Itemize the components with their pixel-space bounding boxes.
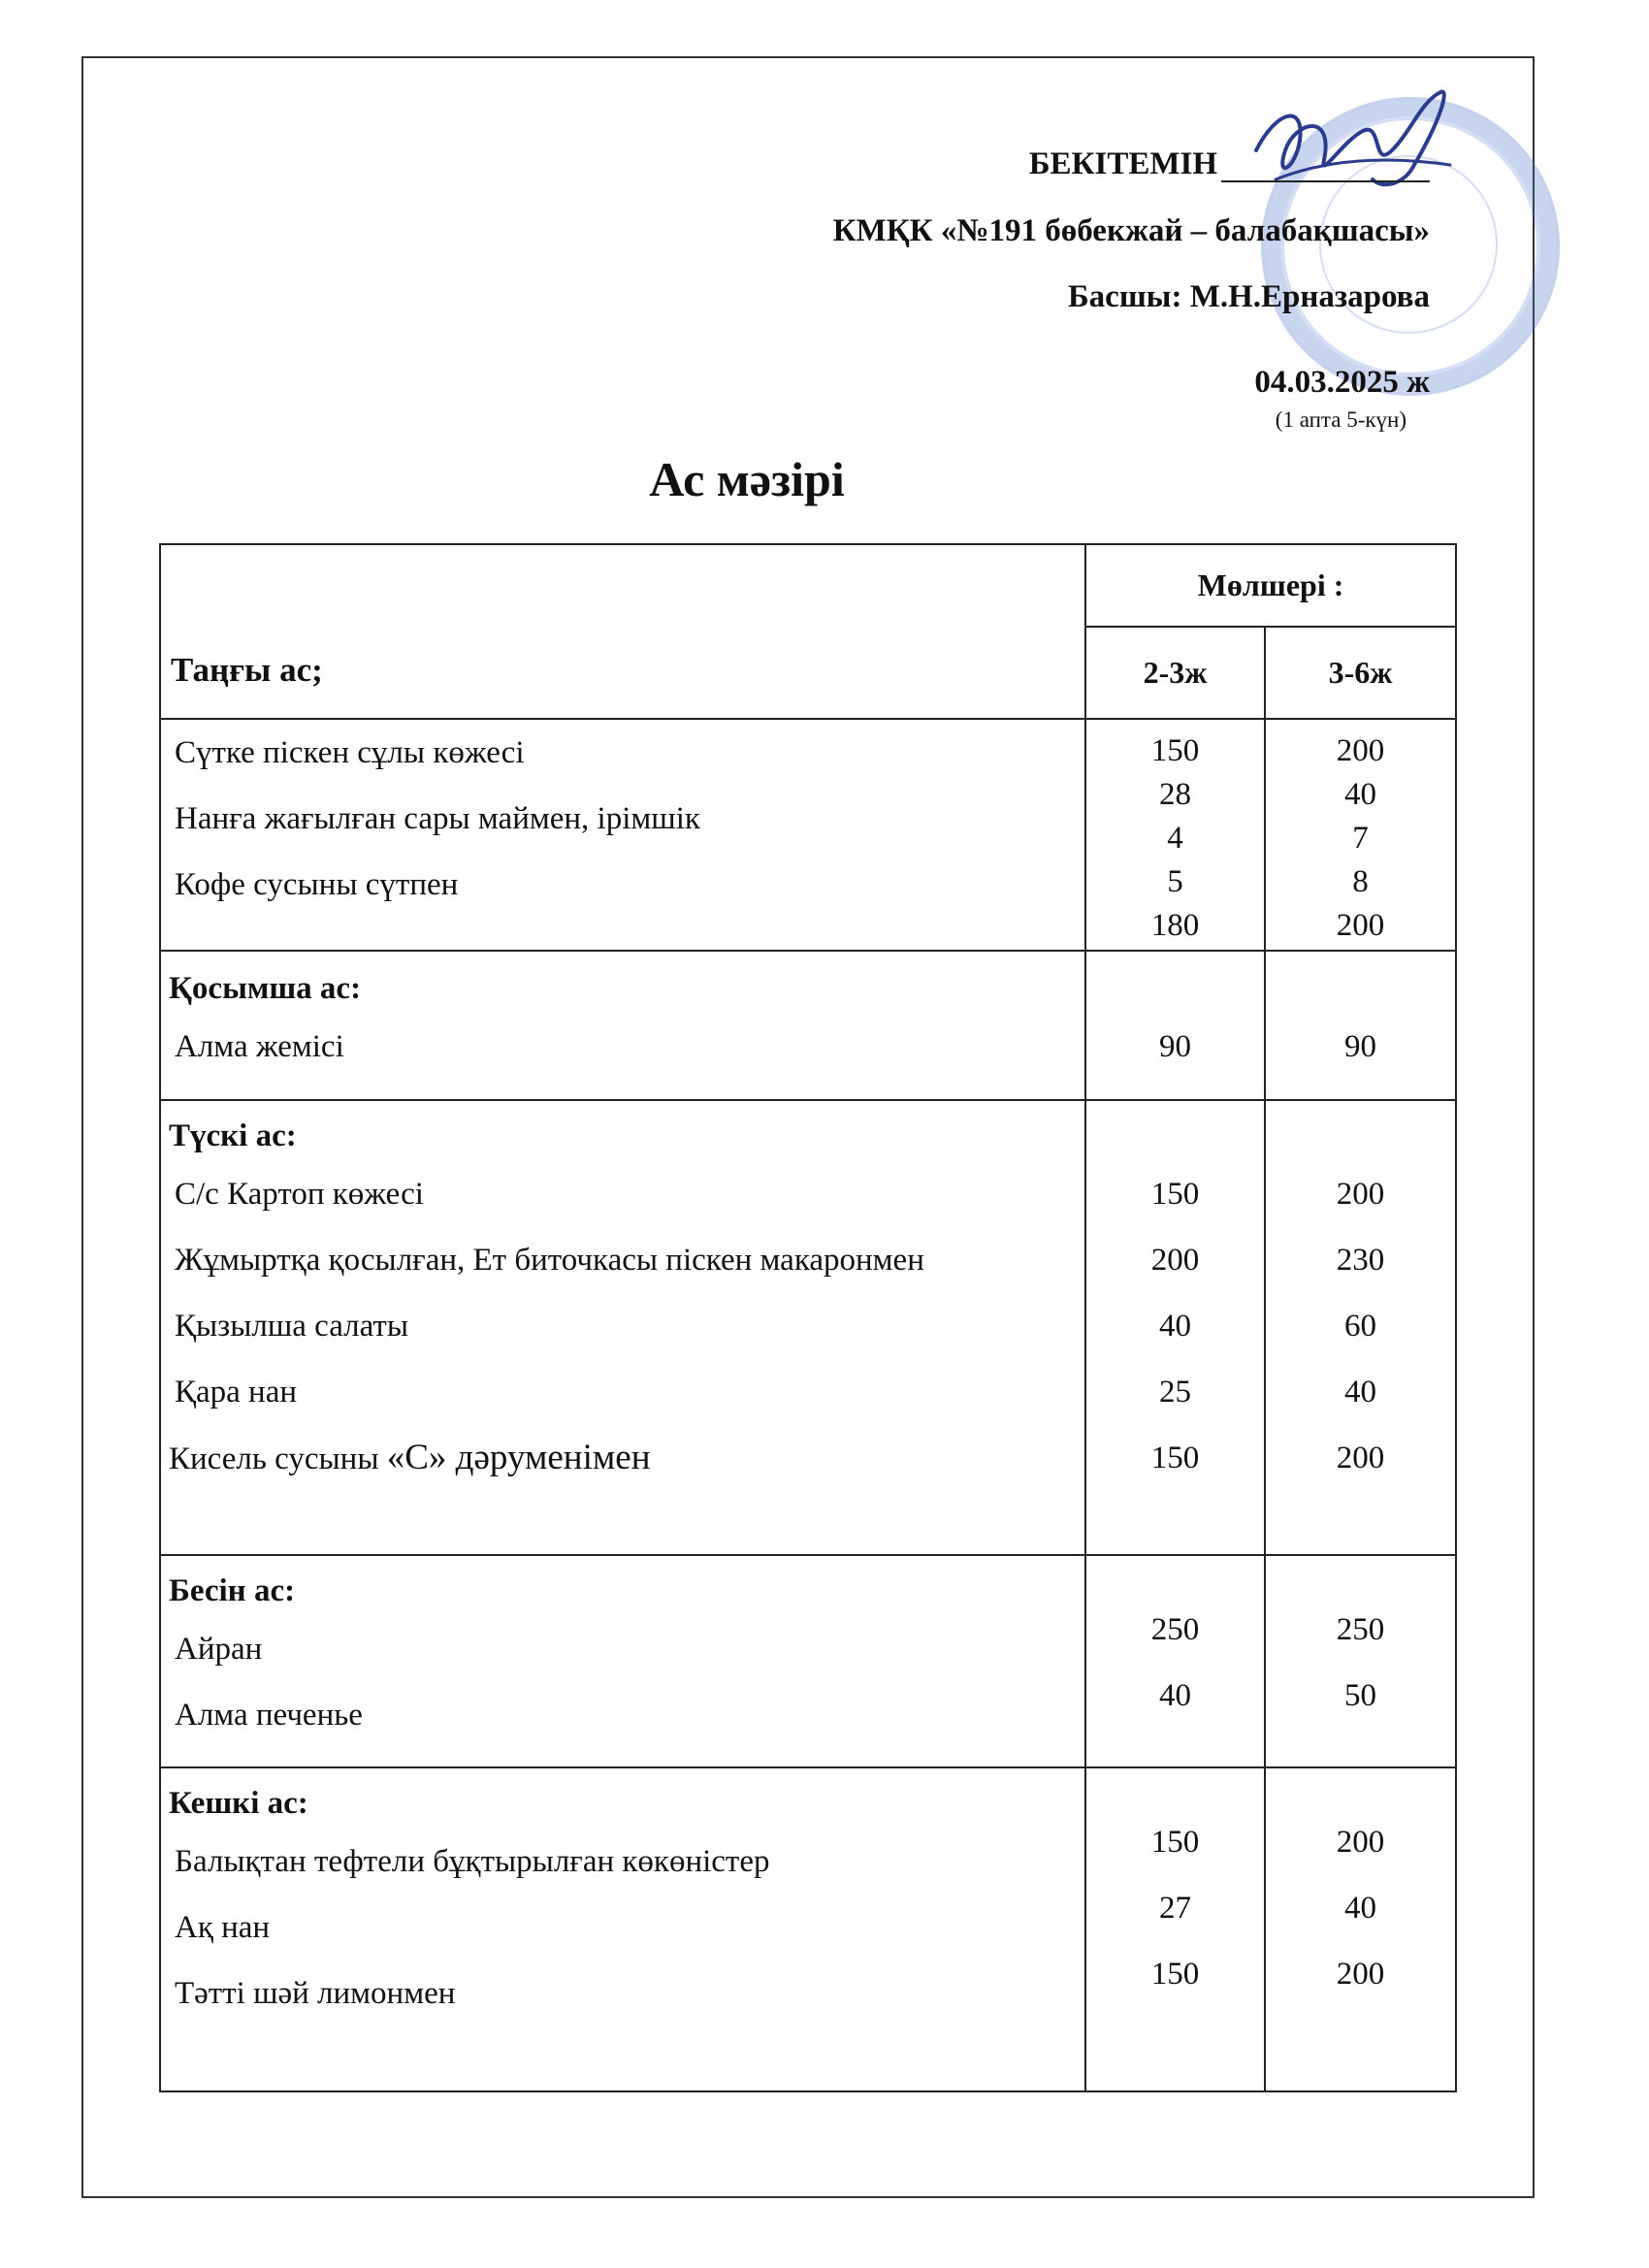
afternoon-items [160, 1555, 1085, 1767]
value: 250 [1336, 1612, 1385, 1647]
value: 5 [1167, 864, 1183, 899]
head-name: Басшы: М.Н.Ерназарова [1067, 279, 1430, 314]
breakfast-header: Таңғы ас; [160, 544, 1085, 719]
table-row-breakfast [160, 719, 1456, 951]
dinner-values-2-3 [1085, 1767, 1265, 2091]
list-item [161, 1425, 1084, 1492]
signature-line [1221, 146, 1430, 182]
value: 27 [1159, 1891, 1191, 1926]
value: 200 [1336, 1957, 1385, 1992]
value: 200 [1150, 1243, 1200, 1278]
list-item: Нанға жағылған сары маймен, ірімшік [175, 801, 700, 836]
age-header-2-3: 2-3ж [1085, 627, 1265, 719]
menu-table [159, 543, 1457, 2092]
afternoon-values-2-3 [1085, 1555, 1265, 1767]
list-item: Тәтті шәй лимонмен [175, 1976, 456, 2011]
list-item-text: Кисель сусыны [169, 1442, 387, 1476]
afternoon-values-3-6 [1265, 1555, 1456, 1767]
value: 200 [1336, 1441, 1385, 1475]
value: 40 [1344, 1375, 1376, 1409]
age-header-3-6: 3-6ж [1265, 627, 1456, 719]
lunch-values-3-6 [1265, 1100, 1456, 1555]
list-item: Алма жемісі [175, 1029, 344, 1064]
list-item: Алма печенье [175, 1698, 363, 1733]
value: 40 [1159, 1309, 1191, 1344]
list-item: Айран [175, 1632, 263, 1667]
list-item: Кофе сусыны сүтпен [175, 867, 459, 902]
value: 50 [1344, 1678, 1376, 1713]
lunch-items [160, 1100, 1085, 1555]
dinner-values-3-6 [1265, 1767, 1456, 2091]
page-title: Ас мәзірі [649, 452, 845, 506]
value: 28 [1159, 777, 1191, 812]
value: 7 [1352, 821, 1369, 856]
value: 150 [1150, 1441, 1200, 1475]
list-item: С/с Картоп көжесі [175, 1177, 424, 1212]
approval-line [1029, 146, 1430, 182]
amount-header: Мөлшері : [1085, 544, 1456, 627]
list-item: Жұмыртқа қосылған, Ет биточкасы піскен макаронмен [175, 1243, 924, 1278]
table-row-lunch [160, 1100, 1456, 1555]
value: 230 [1336, 1243, 1385, 1278]
snack-items [160, 951, 1085, 1100]
value: 40 [1159, 1678, 1191, 1713]
value: 200 [1336, 1177, 1385, 1212]
value: 200 [1336, 733, 1385, 768]
value: 200 [1336, 1825, 1385, 1860]
list-item: Балықтан тефтели бұқтырылған көкөністер [175, 1844, 770, 1879]
value: 8 [1352, 864, 1369, 899]
list-item-text-emph: «С» дәруменімен [386, 1438, 651, 1477]
value: 90 [1159, 1029, 1191, 1064]
table-row-afternoon [160, 1555, 1456, 1767]
value: 150 [1150, 1825, 1200, 1860]
table-row-dinner [160, 1767, 1456, 2091]
section-title-lunch: Түскі ас: [169, 1118, 297, 1153]
section-title-snack: Қосымша ас: [169, 971, 362, 1006]
lunch-values-2-3 [1085, 1100, 1265, 1555]
dinner-items [160, 1767, 1085, 2091]
list-item: Қызылша салаты [175, 1309, 409, 1344]
organization-name: КМҚК «№191 бөбекжай – балабақшасы» [832, 213, 1430, 248]
value: 60 [1344, 1309, 1376, 1344]
table-row-snack [160, 951, 1456, 1100]
list-item: Ақ нан [175, 1910, 271, 1945]
list-item: Қара нан [175, 1375, 298, 1409]
snack-values-2-3 [1085, 951, 1265, 1100]
breakfast-values-2-3 [1085, 719, 1265, 951]
value: 250 [1150, 1612, 1200, 1647]
value: 40 [1344, 777, 1376, 812]
value: 4 [1167, 821, 1183, 856]
value: 150 [1150, 1957, 1200, 1992]
value: 150 [1150, 1177, 1200, 1212]
value: 25 [1159, 1375, 1191, 1409]
approve-label: БЕКІТЕМІН [1028, 146, 1217, 181]
value: 40 [1344, 1891, 1376, 1926]
section-title-afternoon: Бесін ас: [169, 1573, 296, 1608]
week-day-note: (1 апта 5-күн) [1275, 407, 1406, 432]
breakfast-values-3-6 [1265, 719, 1456, 951]
value: 90 [1344, 1029, 1376, 1064]
value: 180 [1150, 908, 1200, 943]
breakfast-items [160, 719, 1085, 951]
snack-values-3-6 [1265, 951, 1456, 1100]
value: 200 [1336, 908, 1385, 943]
menu-date: 04.03.2025 ж [1254, 365, 1430, 400]
section-title-dinner: Кешкі ас: [169, 1786, 308, 1821]
value: 150 [1150, 733, 1200, 768]
list-item: Сүтке піскен сұлы көжесі [175, 735, 525, 770]
